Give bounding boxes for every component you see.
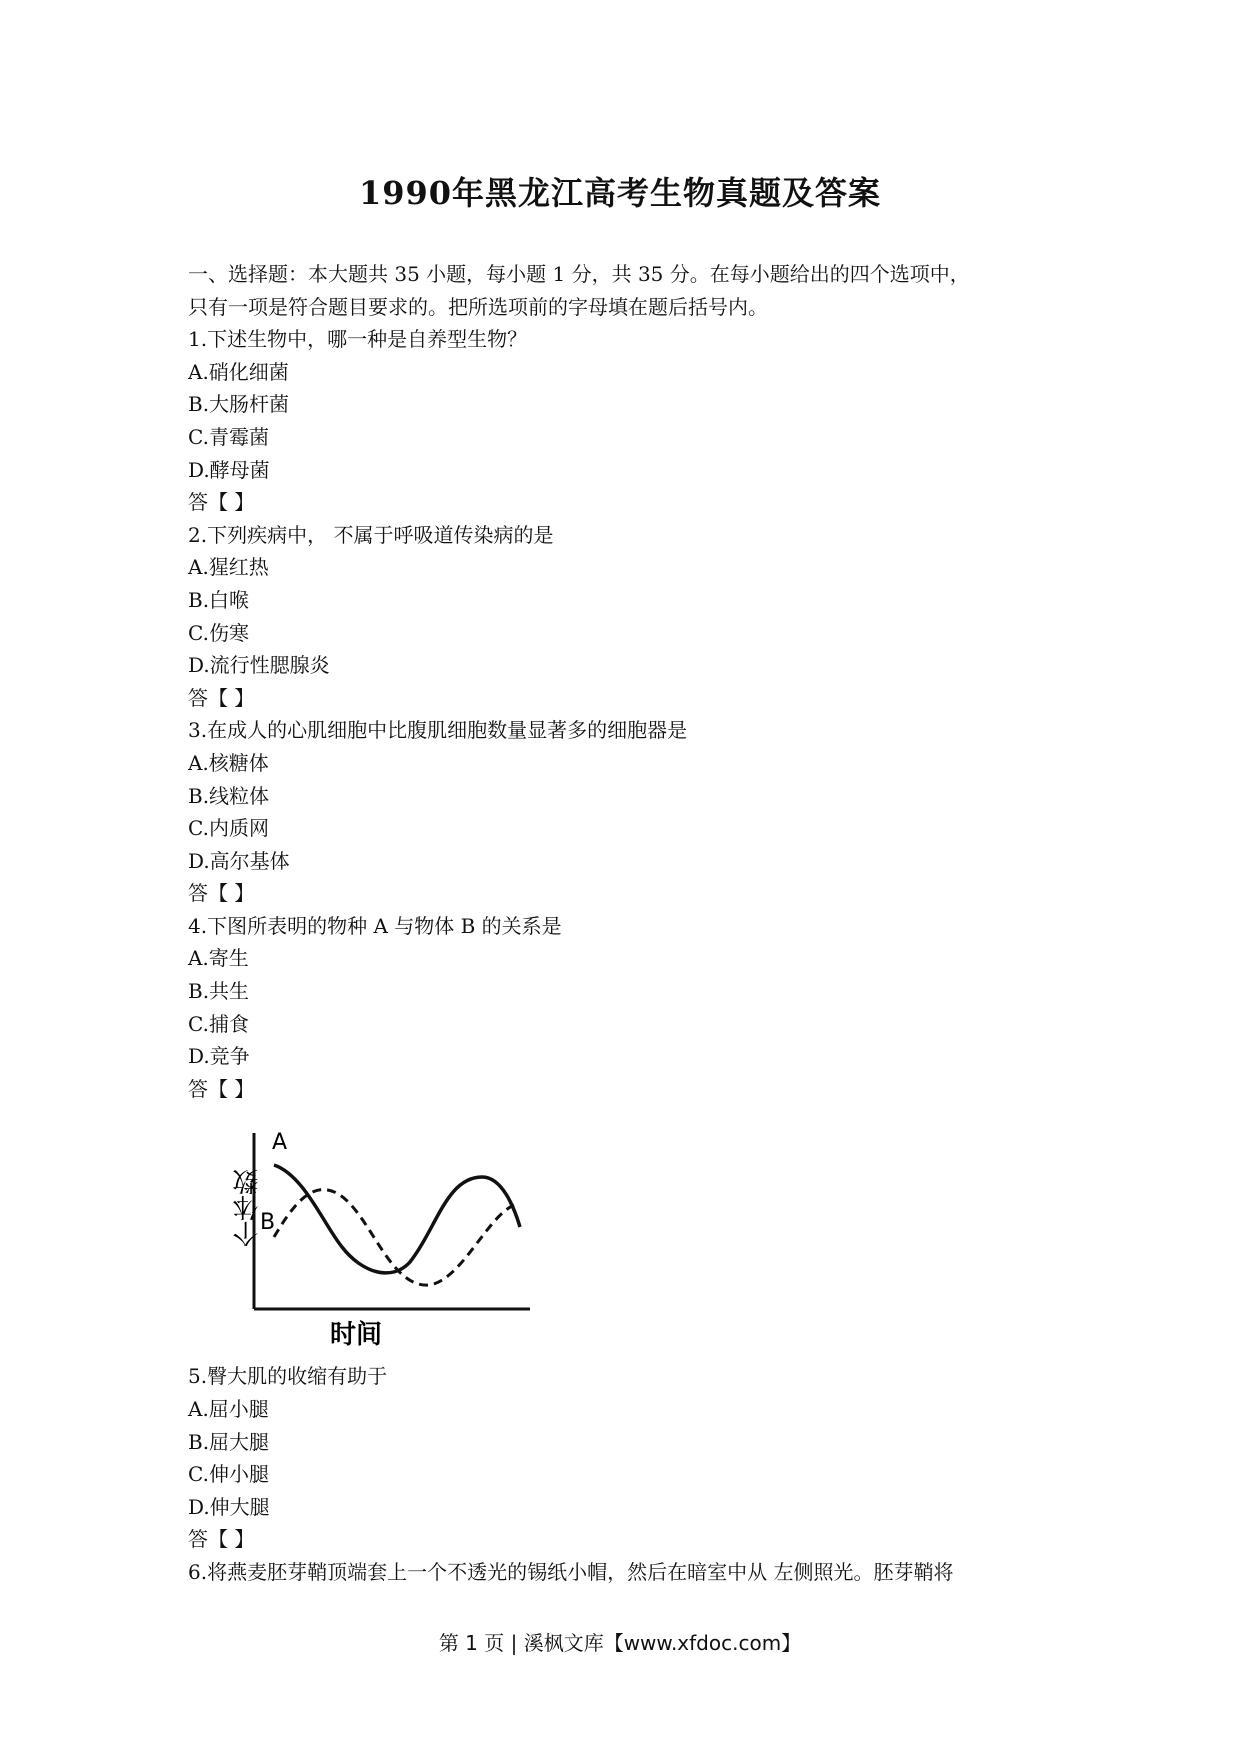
question-6: 6.将燕麦胚芽鞘顶端套上一个不透光的锡纸小帽，然后在暗室中从 左侧照光。胚芽鞘将 [188, 1560, 954, 1584]
question-3: 3.在成人的心肌细胞中比腹肌细胞数量显著多的细胞器是 [188, 718, 688, 743]
q1-answer: 答【 】 [188, 490, 255, 515]
q3-option-d: D.高尔基体 [188, 848, 290, 873]
q4-answer: 答【 】 [188, 1076, 255, 1101]
q2-option-d: D.流行性腮腺炎 [188, 653, 330, 678]
q2-answer: 答【 】 [188, 685, 255, 710]
q3-answer: 答【 】 [188, 881, 255, 906]
q4-option-b: B.共生 [188, 979, 250, 1004]
q3-option-b: B.线粒体 [188, 783, 270, 808]
page-footer: 第 1 页 | 溪枫文库【www.xfdoc.com】 [438, 1631, 802, 1655]
question-4: 4.下图所表明的物种 A 与物体 B 的关系是 [188, 913, 562, 938]
q5-option-a: A.屈小腿 [188, 1397, 269, 1422]
q2-option-c: C.伤寒 [188, 620, 249, 645]
curve-label-b: B [260, 1210, 276, 1236]
species-a-curve [274, 1165, 520, 1273]
intro-line-2: 只有一项是符合题目要求的。把所选项前的字母填在题后括号内。 [188, 294, 768, 319]
q2-option-a: A.猩红热 [188, 555, 269, 580]
page-title: 1990年黑龙江高考生物真题及答案 [358, 174, 882, 212]
q4-option-d: D.竞争 [188, 1044, 250, 1069]
q1-option-c: C.青霉菌 [188, 424, 269, 449]
curve-label-a: A [272, 1130, 288, 1156]
question-2: 2.下列疾病中， 不属于呼吸道传染病的是 [188, 522, 554, 547]
q5-option-d: D.伸大腿 [188, 1494, 270, 1519]
intro-line-1: 一、选择题：本大题共 35 小题，每小题 1 分，共 35 分。在每小题给出的四个选项中， [188, 262, 970, 286]
q5-option-b: B.屈大腿 [188, 1429, 270, 1454]
q1-option-a: A.硝化细菌 [188, 359, 289, 384]
q5-option-c: C.伸小腿 [188, 1462, 269, 1487]
question-1: 1.下述生物中，哪一种是自养型生物？ [188, 327, 528, 352]
q3-option-a: A.核糖体 [188, 750, 269, 775]
document-body [188, 258, 1068, 1589]
q1-option-b: B.大肠杆菌 [188, 392, 290, 417]
x-axis-label: 时间 [330, 1320, 383, 1351]
q4-option-a: A.寄生 [188, 946, 249, 971]
population-figure [212, 1107, 632, 1352]
q5-answer: 答【 】 [188, 1527, 255, 1552]
y-axis-label: 个体数 [233, 1169, 263, 1248]
population-curve-graph [212, 1107, 632, 1352]
q2-option-b: B.白喉 [188, 587, 250, 612]
question-5: 5.臀大肌的收缩有助于 [188, 1364, 388, 1389]
q3-option-c: C.内质网 [188, 816, 269, 841]
q1-option-d: D.酵母菌 [188, 457, 270, 482]
q4-option-c: C.捕食 [188, 1011, 249, 1036]
